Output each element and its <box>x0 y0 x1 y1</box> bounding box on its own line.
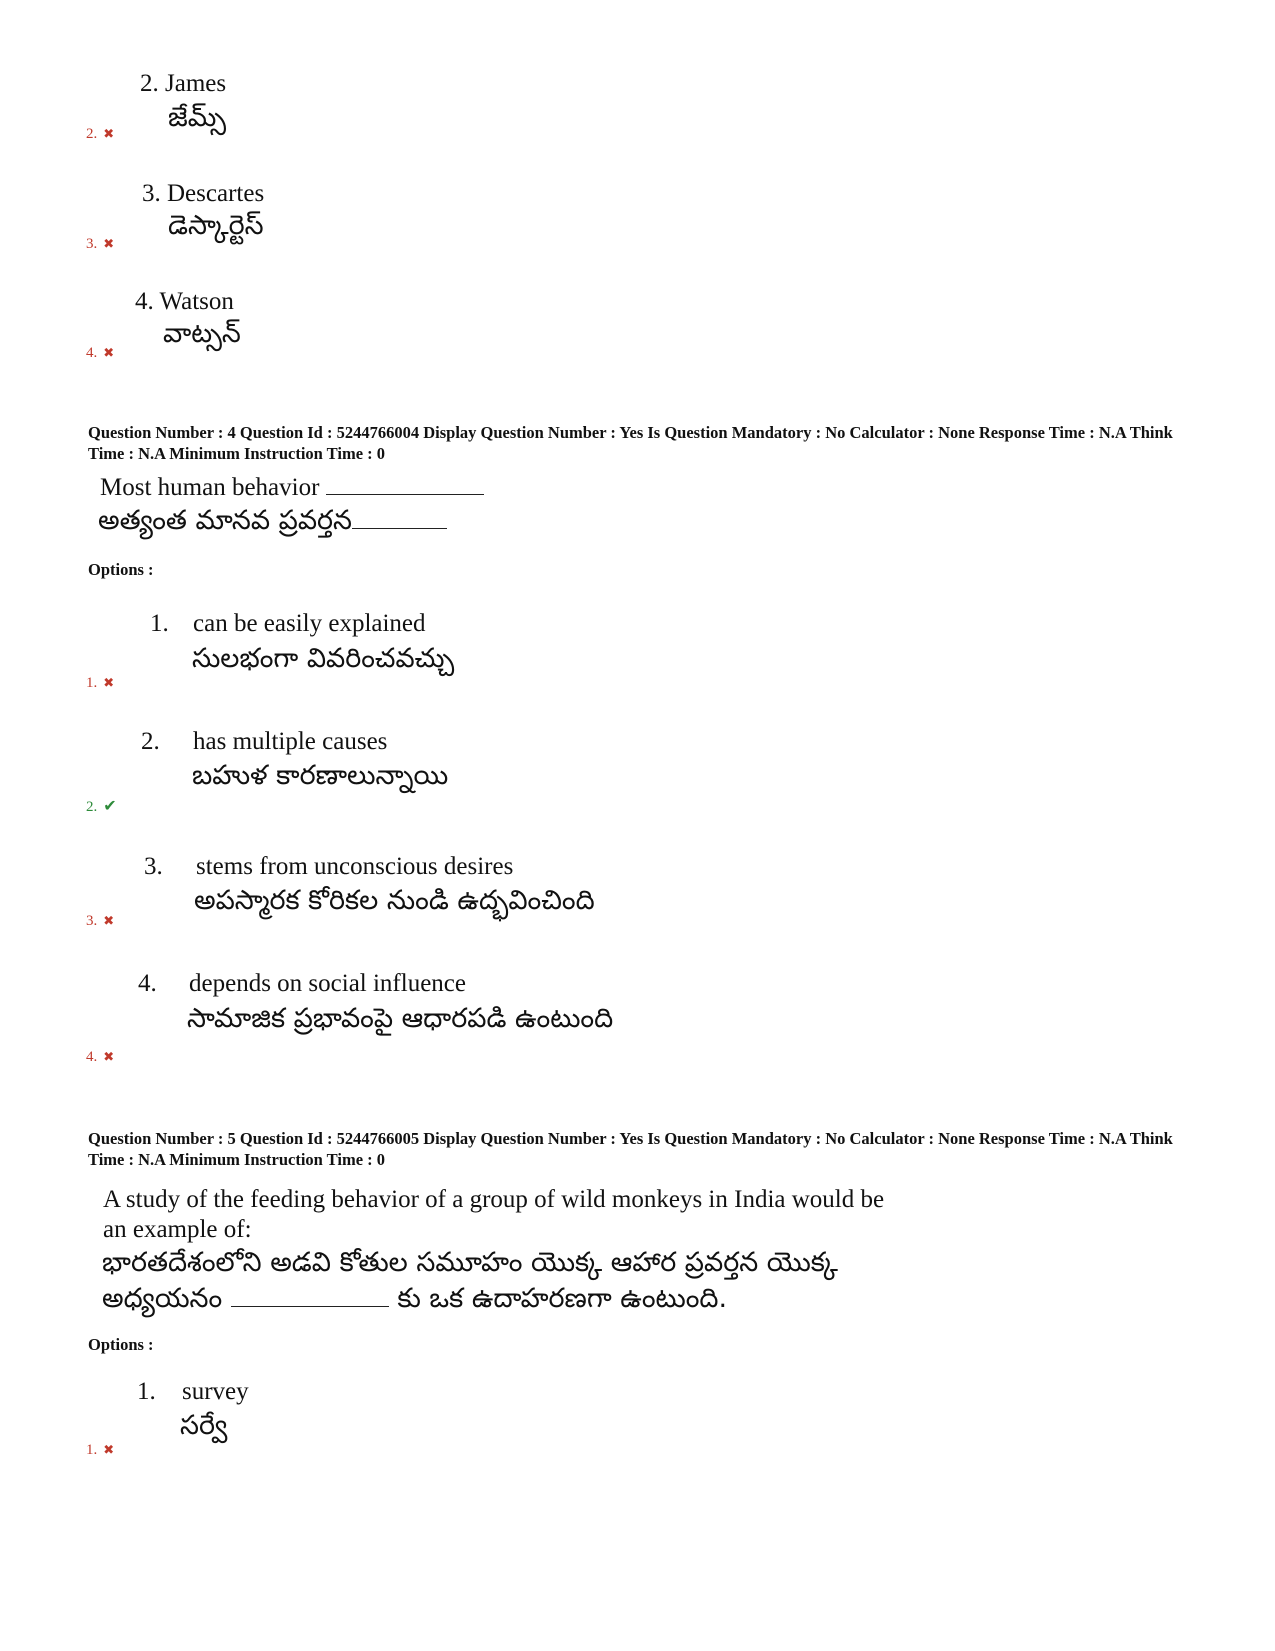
cross-icon: ✖ <box>103 236 115 251</box>
question-4-stem-english: Most human behavior <box>100 472 484 503</box>
q4-option-1-telugu: సులభంగా వివరించవచ్చు <box>192 643 455 674</box>
answer-blank <box>326 472 484 495</box>
q4-option-1-english: can be easily explained <box>193 610 426 637</box>
question-5-stem-telugu-line-1: భారతదేశంలోని అడవి కోతుల సమూహం యొక్క ఆహార ప్రవర్తన యొక్క <box>102 1247 838 1278</box>
q5-option-1-number: 1. <box>137 1378 156 1405</box>
cross-icon: ✖ <box>103 126 115 141</box>
q4-option-3-telugu: అపస్మారక కోరికల నుండి ఉద్భవించింది <box>194 885 595 916</box>
q4-option-4-english: depends on social influence <box>189 970 466 997</box>
q5-option-1-english: survey <box>182 1378 249 1405</box>
q4-option-4-telugu: సామాజిక ప్రభావంపై ఆధారపడి ఉంటుంది <box>187 1003 614 1034</box>
option-2-marker: 2. ✖ <box>86 126 115 142</box>
cross-icon: ✖ <box>103 675 115 690</box>
q4-option-2-number: 2. <box>141 728 160 755</box>
answer-blank <box>231 1284 389 1307</box>
q4-option-4-marker: 4. ✖ <box>86 1049 115 1065</box>
q4-option-3-english: stems from unconscious desires <box>196 853 514 880</box>
option-4-marker: 4. ✖ <box>86 345 115 361</box>
q5-option-1-marker: 1. ✖ <box>86 1442 115 1458</box>
q4-option-1-marker: 1. ✖ <box>86 675 115 691</box>
q4-option-2-telugu: బహుళ కారణాలున్నాయి <box>192 760 449 791</box>
question-4-stem-telugu: అత్యంత మానవ ప్రవర్తన <box>98 505 447 537</box>
q4-option-2-english: has multiple causes <box>193 728 388 755</box>
option-4-telugu: వాట్సన్ <box>163 318 241 349</box>
cross-icon: ✖ <box>103 345 115 360</box>
option-2-english: 2. James <box>140 70 227 97</box>
q4-option-1-number: 1. <box>150 610 169 637</box>
q4-option-3-marker: 3. ✖ <box>86 913 115 929</box>
option-3-marker: 3. ✖ <box>86 236 115 252</box>
options-label: Options : <box>88 560 154 579</box>
q4-option-2-marker: 2. ✔ <box>86 798 117 815</box>
q4-option-4-number: 4. <box>138 970 157 997</box>
q4-option-3-number: 3. <box>144 853 163 880</box>
option-3-english: 3. Descartes <box>142 180 265 207</box>
question-4-meta: Question Number : 4 Question Id : 5244766004 Display Question Number : Yes Is Question Mandatory : No Calculator : None Response Time : N.A Think Time : N.A Minimum Instruction Time : 0 <box>88 423 1173 463</box>
option-2-telugu: జేమ్స్ <box>168 102 227 133</box>
cross-icon: ✖ <box>103 1442 115 1457</box>
cross-icon: ✖ <box>103 1049 115 1064</box>
check-icon: ✔ <box>103 798 117 815</box>
answer-blank <box>352 506 447 529</box>
option-4-english: 4. Watson <box>135 288 234 315</box>
question-5-stem-english-line-1: A study of the feeding behavior of a group of wild monkeys in India would be <box>103 1186 885 1213</box>
q5-option-1-telugu: సర్వే <box>180 1410 228 1441</box>
question-5-meta: Question Number : 5 Question Id : 5244766005 Display Question Number : Yes Is Question Mandatory : No Calculator : None Response Time : N.A Think Time : N.A Minimum Instruction Time : 0 <box>88 1129 1173 1169</box>
question-5-stem-english-line-2: an example of: <box>103 1216 252 1243</box>
options-label: Options : <box>88 1335 154 1354</box>
question-5-stem-telugu-line-2: అధ్యయనం కు ఒక ఉదాహరణగా ఉంటుంది. <box>102 1283 728 1314</box>
cross-icon: ✖ <box>103 913 115 928</box>
option-3-telugu: డెస్కార్టెస్ <box>168 210 264 241</box>
